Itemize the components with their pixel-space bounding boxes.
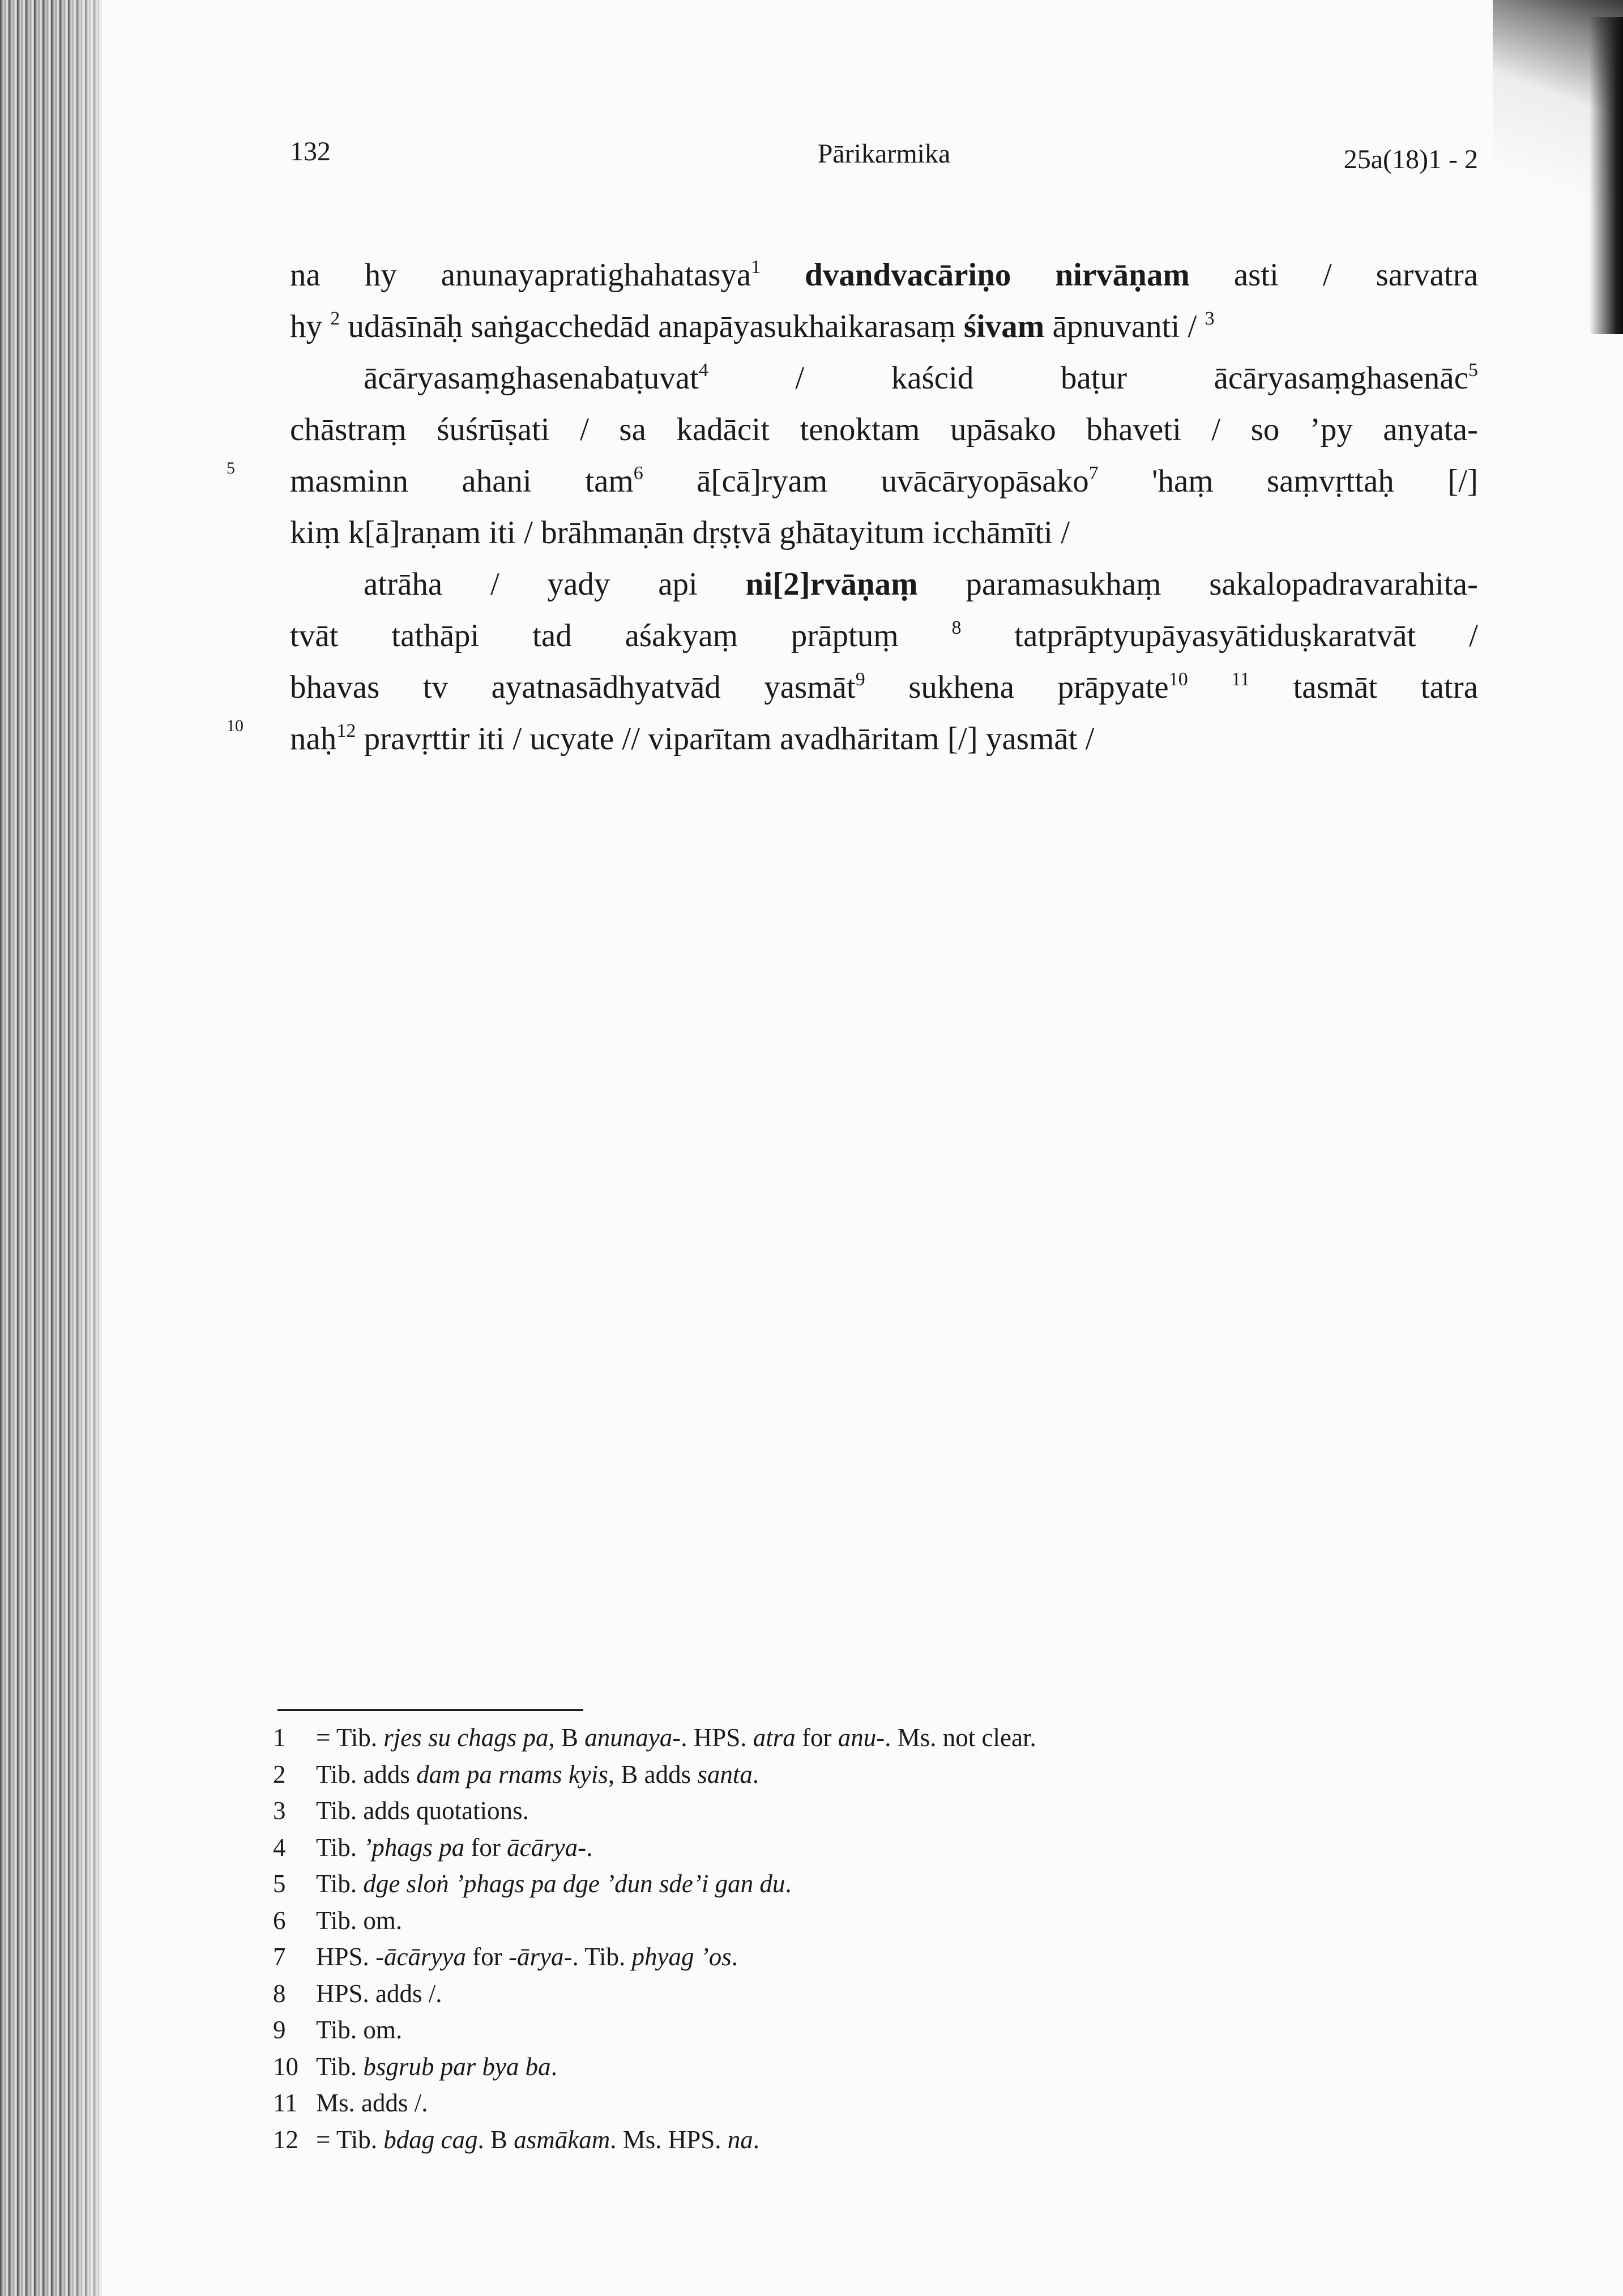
italic-term: asmākam bbox=[514, 2125, 610, 2154]
footnote-marker: 7 bbox=[1088, 463, 1099, 484]
footnote-3 bbox=[273, 1793, 1462, 1829]
italic-term: ācārya- bbox=[507, 1833, 587, 1862]
line-number-5: 5 bbox=[227, 459, 235, 477]
footnote-2 bbox=[273, 1756, 1462, 1793]
footnote-text: = Tib. bdag cag. B asmākam. Ms. HPS. na. bbox=[316, 2125, 760, 2154]
footnote-marker: 5 bbox=[1468, 360, 1478, 381]
italic-term: rjes su chags pa bbox=[383, 1723, 549, 1752]
footnote-number: 10 bbox=[273, 2052, 298, 2081]
text-line-9: bhavas tv ayatnasādhyatvād yasmāt$^9$ sukhena prāpyate$^{10}$ $^{11}$ tasmāt tatra bbox=[290, 669, 1479, 705]
footnote-text: Tib. adds quotations. bbox=[316, 1796, 529, 1825]
footnote-number: 12 bbox=[273, 2125, 298, 2154]
footnote-10 bbox=[273, 2049, 1462, 2085]
bold-lemma: śivam bbox=[963, 309, 1045, 344]
italic-term: santa bbox=[697, 1760, 753, 1789]
footnote-11 bbox=[273, 2085, 1462, 2122]
text-line-5: masminn ahani tam$^6$ ā[cā]ryam uvācāryopāsako$^7$ 'haṃ saṃvṛttaḥ [/] bbox=[290, 463, 1478, 499]
footnote-text: Ms. adds /. bbox=[316, 2089, 428, 2117]
italic-term: atra bbox=[753, 1723, 796, 1752]
folio-reference: 25a(18)1 - 2 bbox=[1343, 144, 1478, 174]
italic-term: na bbox=[727, 2125, 753, 2154]
footnote-marker: 1 bbox=[751, 257, 761, 278]
text-line-4: chāstraṃ śuśrūṣati / sa kadācit tenoktam upāsako bhaveti / so ’py anyata- bbox=[290, 412, 1478, 447]
footnote-6 bbox=[273, 1902, 1462, 1939]
footnote-text: HPS. -ācāryya for -ārya-. Tib. phyag ’os. bbox=[316, 1943, 738, 1971]
text-line-3: ācāryasaṃghasenabaṭuvat$^4$ / kaścid baṭur ācāryasaṃghasenāc$^5$ bbox=[364, 360, 1478, 396]
italic-term: -ācāryya bbox=[375, 1943, 466, 1971]
footnote-marker: 4 bbox=[698, 360, 708, 381]
footnote-number: 1 bbox=[273, 1723, 286, 1752]
footnote-number: 2 bbox=[273, 1760, 286, 1789]
footnote-number: 8 bbox=[273, 1979, 286, 2008]
footnote-marker: 12 bbox=[336, 720, 356, 741]
footnote-number: 4 bbox=[273, 1833, 286, 1862]
footnotes bbox=[273, 1719, 1462, 2158]
page-number: 132 bbox=[290, 136, 331, 167]
running-title: Pārikarmika bbox=[817, 139, 951, 169]
footnote-marker: 8 bbox=[951, 617, 962, 638]
footnote-text: = Tib. rjes su chags pa, B anunaya-. HPS. atra for anu-. Ms. not clear. bbox=[316, 1723, 1036, 1752]
page-edge-shadow bbox=[1589, 17, 1623, 334]
footnote-marker: 10 bbox=[1168, 669, 1188, 690]
italic-term: phyag ’os bbox=[631, 1943, 732, 1971]
footnote-8 bbox=[273, 1975, 1462, 2012]
footnote-text: Tib. dge sloṅ ’phags pa dge ’dun sde’i gan du. bbox=[316, 1870, 792, 1898]
footnote-rule bbox=[277, 1709, 583, 1711]
footnote-number: 11 bbox=[273, 2089, 298, 2117]
italic-term: bsgrub par bya ba bbox=[363, 2052, 551, 2081]
italic-term: dge sloṅ ’phags pa dge ’dun sde’i gan du bbox=[363, 1870, 785, 1898]
footnote-marker: 3 bbox=[1205, 308, 1215, 329]
footnote-number: 3 bbox=[273, 1796, 286, 1825]
footnote-marker: 2 bbox=[330, 308, 340, 329]
text-line-1: na hy anunayapratighahatasya$^1$ dvandvacāriṇo nirvāṇam asti / sarvatra bbox=[290, 257, 1479, 293]
main-text bbox=[290, 249, 1478, 765]
footnote-number: 7 bbox=[273, 1943, 286, 1971]
footnote-text: Tib. om. bbox=[316, 1906, 403, 1935]
footnote-marker: 6 bbox=[633, 463, 643, 484]
footnote-12 bbox=[273, 2122, 1462, 2158]
italic-term: bdag cag bbox=[383, 2125, 478, 2154]
italic-term: -ārya- bbox=[508, 1943, 573, 1971]
running-head bbox=[290, 136, 1478, 176]
footnote-5 bbox=[273, 1866, 1462, 1902]
line-number-10: 10 bbox=[227, 716, 244, 735]
gutter-fade bbox=[62, 0, 130, 2296]
footnote-number: 6 bbox=[273, 1906, 286, 1935]
bold-lemma: ni[2]rvāṇaṃ bbox=[745, 566, 918, 602]
footnote-text: Tib. om. bbox=[316, 2016, 403, 2044]
footnote-4 bbox=[273, 1829, 1462, 1866]
footnote-marker: 9 bbox=[855, 669, 865, 690]
italic-term: dam pa rnams kyis bbox=[416, 1760, 608, 1789]
footnote-7 bbox=[273, 1939, 1462, 1975]
footnote-number: 9 bbox=[273, 2016, 286, 2044]
footnote-text: Tib. ’phags pa for ācārya-. bbox=[316, 1833, 593, 1862]
footnote-text: Tib. adds dam pa rnams kyis, B adds santa. bbox=[316, 1760, 759, 1789]
italic-term: ’phags pa bbox=[363, 1833, 465, 1862]
italic-term: anu- bbox=[838, 1723, 885, 1752]
text-line-8: tvāt tathāpi tad aśakyaṃ prāptuṃ $^8$ tatprāptyupāyasyātiduṣkaratvāt / bbox=[290, 617, 1478, 654]
bold-lemma: dvandvacāriṇo nirvāṇam bbox=[805, 257, 1190, 293]
text-line-2: hy $^2$ udāsīnāḥ saṅgacchedād anapāyasukhaikarasaṃ śivam āpnuvanti / $^3$ bbox=[290, 308, 1215, 344]
text-line-7: atrāha / yady api ni[2]rvāṇaṃ paramasukhaṃ sakalopadravarahita- bbox=[364, 566, 1478, 602]
footnote-marker: 11 bbox=[1231, 669, 1250, 690]
footnote-text: HPS. adds /. bbox=[316, 1979, 442, 2008]
footnote-9 bbox=[273, 2012, 1462, 2049]
text-line-6: kiṃ k[ā]raṇam iti / brāhmaṇān dṛṣṭvā ghātayitum icchāmīti / bbox=[290, 515, 1070, 550]
text-line-10: naḥ$^{12}$ pravṛttir iti / ucyate // viparītam avadhāritam [/] yasmāt / bbox=[290, 720, 1095, 757]
italic-term: anunaya- bbox=[584, 1723, 681, 1752]
footnote-number: 5 bbox=[273, 1870, 286, 1898]
footnote-text: Tib. bsgrub par bya ba. bbox=[316, 2052, 557, 2081]
footnote-1 bbox=[273, 1719, 1462, 1756]
